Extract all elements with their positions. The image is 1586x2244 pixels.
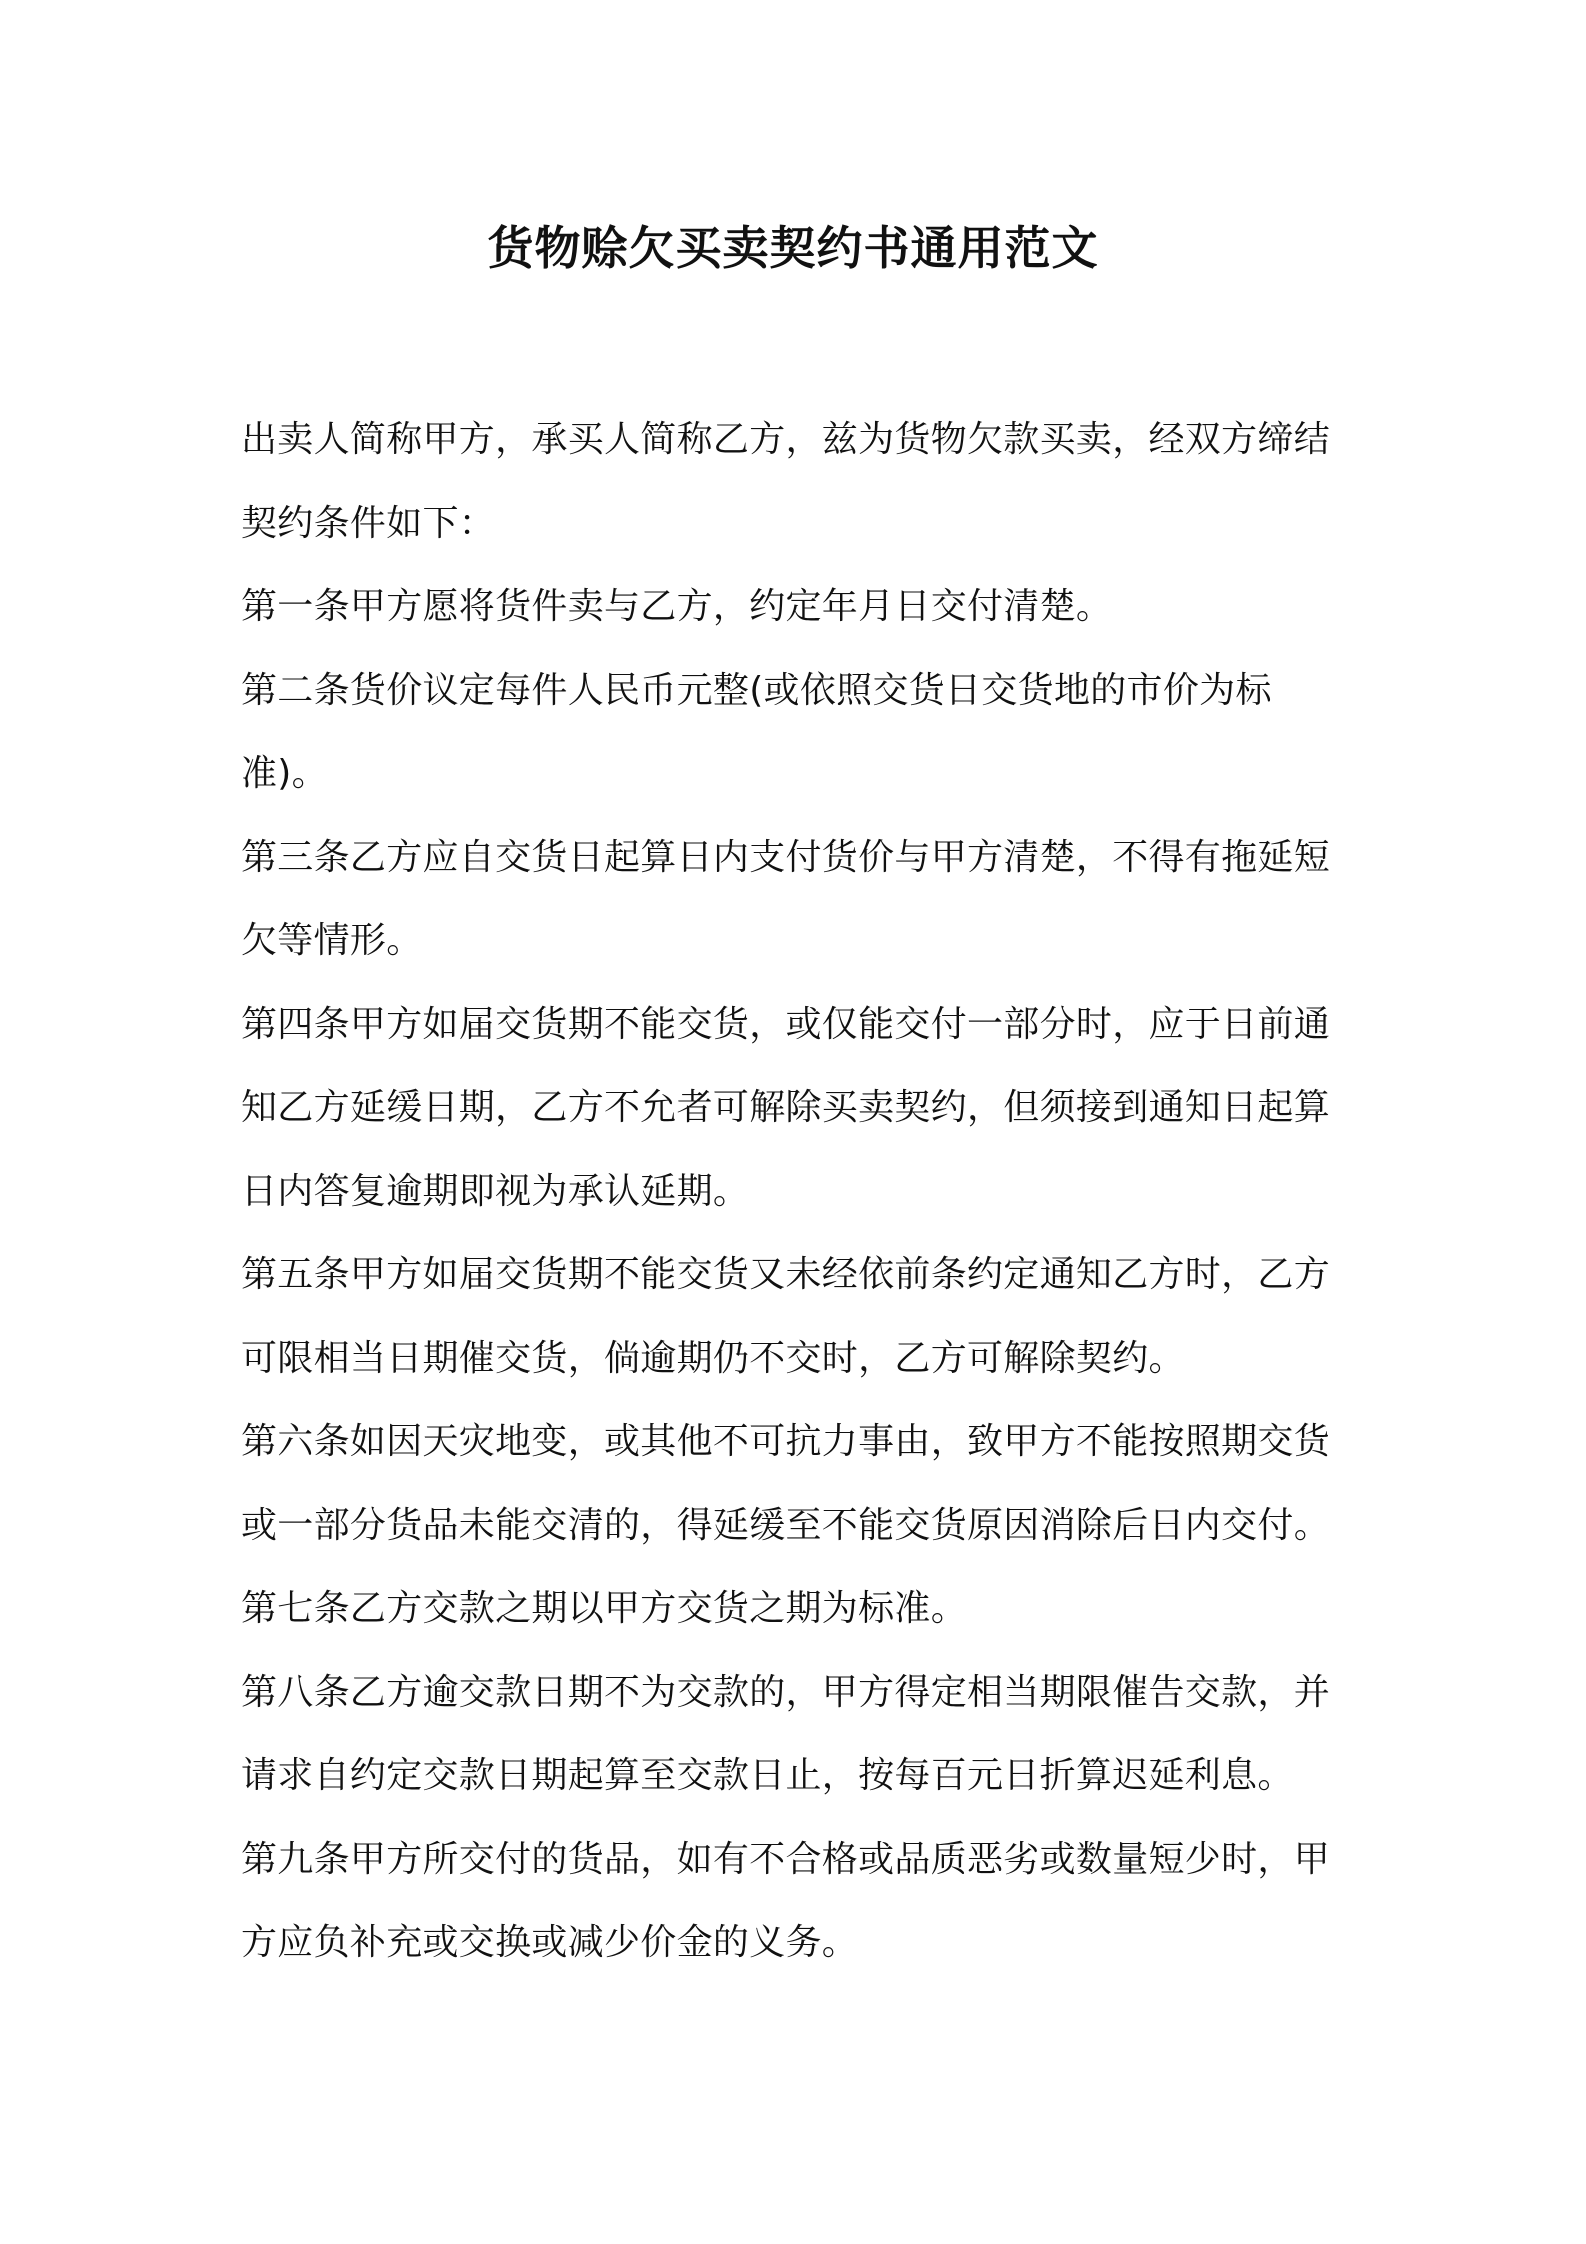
body-line: 第五条甲方如届交货期不能交货又未经依前条约定通知乙方时，乙方 (241, 1254, 1331, 1295)
body-line: 第九条甲方所交付的货品，如有不合格或品质恶劣或数量短少时，甲 (241, 1838, 1331, 1880)
body-line: 或一部分货品未能交清的，得延缓至不能交货原因消除后日内交付。 (241, 1504, 1331, 1546)
body-line: 出卖人简称甲方，承买人简称乙方，兹为货物欠款买卖，经双方缔结 (241, 419, 1331, 460)
body-line: 第六条如因天灾地变，或其他不可抗力事由，致甲方不能按照期交货 (241, 1421, 1331, 1462)
body-line: 日内答复逾期即视为承认延期。 (241, 1170, 750, 1212)
body-line: 可限相当日期催交货，倘逾期仍不交时，乙方可解除契约。 (241, 1337, 1185, 1379)
body-line: 第八条乙方逾交款日期不为交款的，甲方得定相当期限催告交款，并 (241, 1671, 1331, 1713)
body-line: 契约条件如下： (241, 502, 496, 544)
body-line: 方应负补充或交换或减少价金的义务。 (241, 1922, 859, 1963)
body-line: 欠等情形。 (241, 920, 423, 961)
body-line: 请求自约定交款日期起算至交款日止，按每百元日折算迟延利息。 (241, 1755, 1294, 1796)
body-line: 第七条乙方交款之期以甲方交货之期为标准。 (241, 1588, 968, 1629)
body-line: 第四条甲方如届交货期不能交货，或仅能交付一部分时，应于日前通 (241, 1003, 1331, 1045)
body-line: 第二条货价议定每件人民币元整(或依照交货日交货地的市价为标 (241, 669, 1272, 711)
body-line: 第一条甲方愿将货件卖与乙方，约定年月日交付清楚。 (241, 586, 1113, 627)
body-line: 知乙方延缓日期，乙方不允者可解除买卖契约，但须接到通知日起算 (241, 1087, 1331, 1128)
document-body (241, 398, 1361, 1985)
body-line: 第三条乙方应自交货日起算日内支付货价与甲方清楚，不得有拖延短 (241, 836, 1331, 878)
document-title: 货物赊欠买卖契约书通用范文 (487, 221, 1099, 275)
body-line: 准)。 (241, 753, 328, 794)
